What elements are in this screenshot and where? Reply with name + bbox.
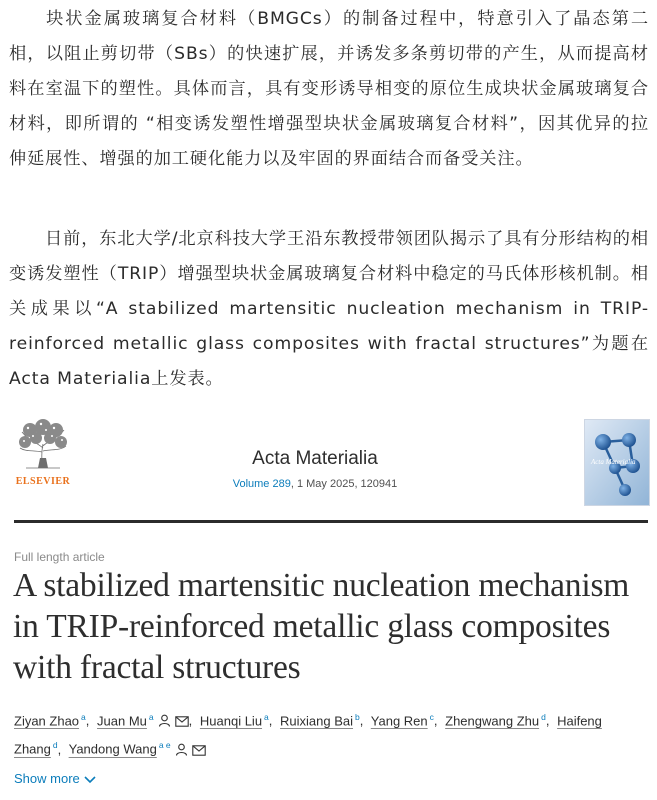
header-divider [14,520,648,523]
show-more-label: Show more [14,771,80,786]
author-link[interactable]: Zhengwang Zhu [445,713,540,729]
affiliation-mark[interactable]: a e [158,740,171,751]
person-icon[interactable] [158,714,171,727]
intro-paragraph [9,2,649,177]
affiliation-mark[interactable]: a [148,712,154,722]
elsevier-tree-icon [16,418,70,470]
author-list: Ziyan Zhao $^a$, Juan Mu $^a$ , Huanqi Liu $^a$, Ruixiang Bai $^b$, Yang Ren $^c$, Zhengwang Zhu $^d$, Haifeng Zhang $^d$, Yandong Wang $^{a e}$ [14,712,602,757]
author-link[interactable]: Huanqi Liu [199,713,263,729]
show-more-button[interactable] [14,771,96,786]
article-type: Full length article [14,550,105,564]
email-icon[interactable] [175,716,189,727]
affiliation-mark[interactable]: a [264,712,269,722]
volume-link[interactable]: Volume 289 [232,478,291,490]
author-link[interactable]: Haifeng Zhang [14,713,602,757]
author-link[interactable]: Juan Mu [97,713,147,729]
intro-paragraph-text: 块状金属玻璃复合材料（BMGCs）的制备过程中，特意引入了晶态第二相，以阻止剪切带（SBs）的快速扩展，并诱发多条剪切带的产生，从而提高材料在室温下的塑性。具体而言，具有变形诱导相变的原位生成块状金属玻璃复合材料，即所谓的 “相变诱发塑性增强型块状金属玻璃复合材料”，因其优异的拉伸延展性、增强的加工硬化能力以及牢固的界面结合而备受关注。 [9,9,649,169]
journal-cover-image [585,420,650,506]
author-link[interactable]: Yandong Wang [68,741,157,757]
news-paragraph [9,222,649,397]
issue-detail: , 1 May 2025, 120941 [290,478,398,490]
journal-header [0,408,657,523]
journal-issue [190,478,440,490]
chevron-down-icon [84,776,96,784]
email-icon[interactable] [192,745,206,756]
affiliation-mark[interactable]: d [541,712,546,722]
affiliation-mark[interactable]: c [429,712,434,722]
author-link[interactable]: Yang Ren [370,713,428,729]
author-link[interactable]: Ruixiang Bai [280,713,354,729]
cover-title: Acta Materialia [591,458,636,466]
affiliation-mark[interactable]: d [52,740,58,751]
affiliation-mark[interactable]: b [355,712,360,722]
news-paragraph-text: 日前，东北大学/北京科技大学王沿东教授带领团队揭示了具有分形结构的相变诱发塑性（TRIP）增强型块状金属玻璃复合材料中稳定的马氏体形核机制。相关成果以“A stabilized martensitic nucleation mechanism in TRIP-reinforced metallic glass composites with fractal structures”为题在Acta Materialia上发表。 [9,229,649,389]
journal-title[interactable]: Acta Materialia [252,448,378,469]
elsevier-logo[interactable] [12,418,74,496]
person-icon[interactable] [175,743,188,756]
author-link[interactable]: Ziyan Zhao [14,713,80,729]
affiliation-mark[interactable]: a [81,712,86,722]
article-title: A stabilized martensitic nucleation mechanism in TRIP-reinforced metallic glass composites with fractal structures [13,567,630,686]
elsevier-wordmark: ELSEVIER [15,476,71,487]
journal-cover[interactable] [584,419,650,506]
